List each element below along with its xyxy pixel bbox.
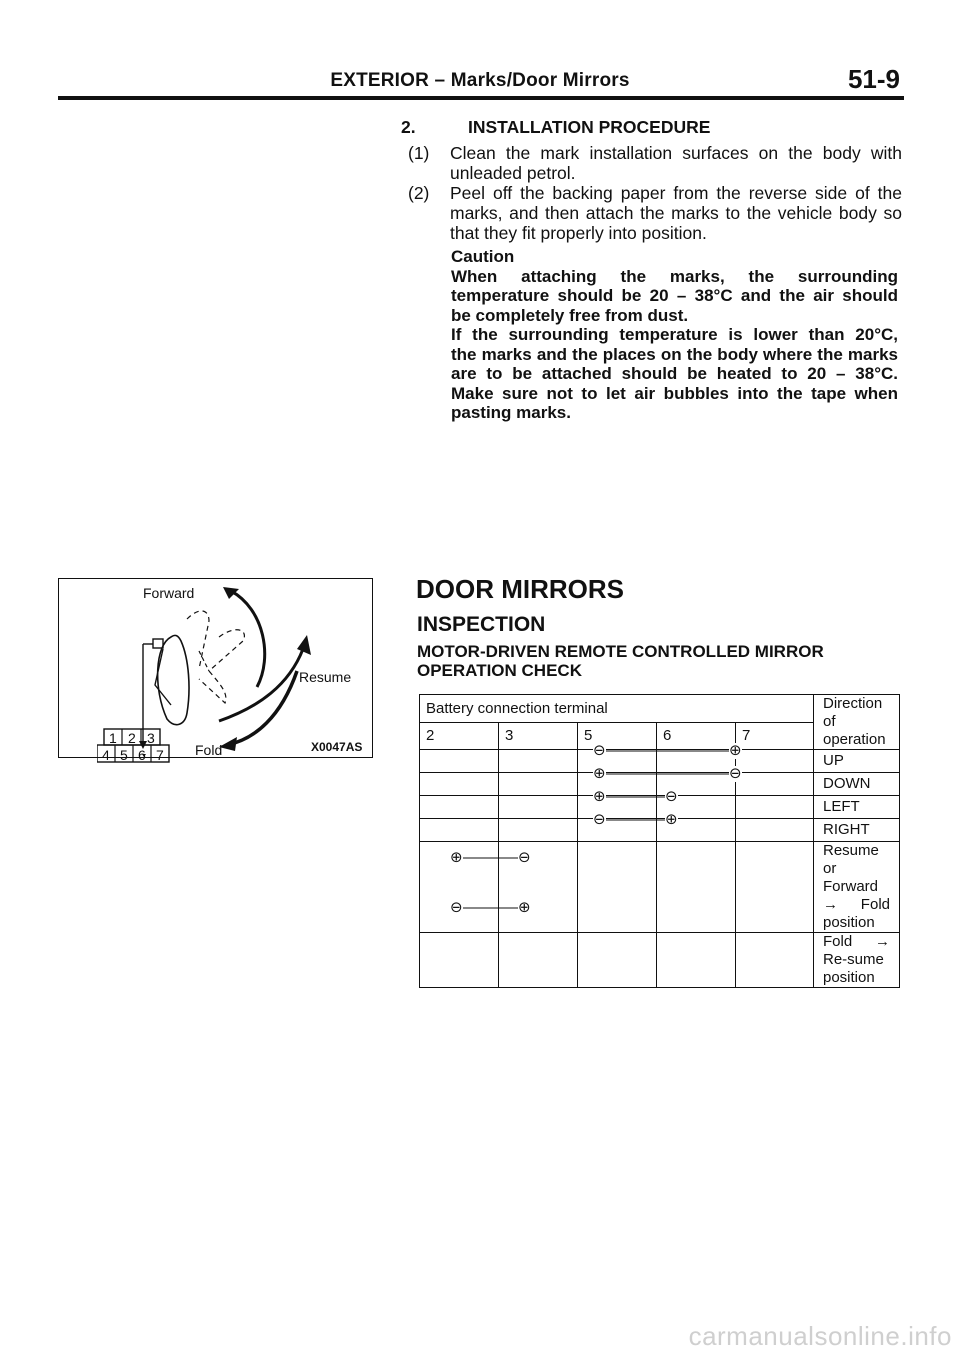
- terminal-number: 7: [736, 722, 814, 750]
- installation-heading-text: INSTALLATION PROCEDURE: [468, 117, 711, 137]
- check-title-line: OPERATION CHECK: [417, 661, 582, 680]
- minus-symbol: ⊖: [665, 788, 678, 805]
- label-forward: Forward: [143, 585, 195, 601]
- connector-pin: 6: [138, 747, 146, 763]
- plus-symbol: ⊕: [593, 788, 606, 805]
- page-header-title: EXTERIOR – Marks/Door Mirrors: [330, 70, 630, 91]
- connector-pin: 4: [102, 747, 110, 763]
- check-title-line: MOTOR-DRIVEN REMOTE CONTROLLED MIRROR: [417, 642, 824, 661]
- connection-lines: [419, 694, 900, 934]
- connector-pin: 5: [120, 747, 128, 763]
- header-rule: [58, 96, 904, 100]
- minus-symbol: ⊖: [450, 899, 463, 916]
- minus-symbol: ⊖: [729, 765, 742, 782]
- terminal-number: 5: [578, 722, 657, 750]
- minus-symbol: ⊖: [518, 849, 531, 866]
- step-number: (1): [408, 143, 430, 163]
- table-row: [420, 933, 900, 988]
- caution-line: temperature should be 20 – 38°C and the air should: [451, 286, 898, 305]
- connector-pin: 7: [156, 747, 164, 763]
- label-resume: Resume: [299, 669, 352, 685]
- installation-step-2: [408, 183, 902, 243]
- connector-pin: 1: [109, 730, 117, 746]
- caution-line: pasting marks.: [451, 403, 571, 422]
- caution-line: are to be attached should be heated to 20 – 38°C.: [451, 364, 898, 383]
- step-text: Clean the mark installation surfaces on the body with unleaded petrol.: [450, 143, 902, 183]
- plus-symbol: ⊕: [450, 849, 463, 866]
- plus-symbol: ⊕: [518, 899, 531, 916]
- direction-up: UP: [814, 750, 900, 773]
- direction-resume-to-fold: Resume or Forward → Fold position: [814, 842, 900, 933]
- caution-line: If the surrounding temperature is lower than 20°C,: [451, 325, 898, 344]
- caution-line: the marks and the places on the body where the marks: [451, 344, 898, 364]
- section-subtitle: INSPECTION: [417, 613, 546, 636]
- direction-right: RIGHT: [814, 819, 900, 842]
- caution-line: Make sure not to let air bubbles into the tape when: [451, 383, 898, 403]
- terminal-number: 3: [499, 722, 578, 750]
- watermark: carmanualsonline.info: [688, 1321, 952, 1351]
- caution-title: Caution: [451, 247, 515, 266]
- terminal-number: 6: [657, 722, 736, 750]
- header-direction: Direction of operation: [814, 695, 900, 750]
- minus-symbol: ⊖: [593, 742, 606, 759]
- direction-down: DOWN: [814, 773, 900, 796]
- caution-block: [451, 247, 898, 423]
- check-title: [417, 642, 877, 680]
- direction-fold-to-resume: Fold → Re-sume position: [814, 933, 900, 988]
- figure-code: X0047AS: [311, 740, 363, 754]
- direction-left: LEFT: [814, 796, 900, 819]
- installation-heading: [401, 117, 710, 137]
- step-number: (2): [408, 183, 430, 203]
- caution-line: be completely free from dust.: [451, 305, 689, 325]
- plus-symbol: ⊕: [665, 811, 678, 828]
- plus-symbol: ⊕: [729, 742, 742, 759]
- step-text: Peel off the backing paper from the reverse side of the marks, and then attach the marks to the vehicle body so that they fit properly into position.: [450, 183, 902, 243]
- minus-symbol: ⊖: [593, 811, 606, 828]
- terminal-number: 2: [420, 722, 499, 750]
- mirror-diagram: [58, 578, 373, 763]
- connector-pin: 3: [147, 730, 155, 746]
- label-fold: Fold: [195, 742, 223, 758]
- connector-pin: 2: [128, 730, 136, 746]
- page-number: 51-9: [847, 64, 900, 94]
- section-title: DOOR MIRRORS: [416, 574, 624, 604]
- header-terminal: Battery connection terminal: [420, 695, 814, 723]
- plus-symbol: ⊕: [593, 765, 606, 782]
- installation-heading-number: 2.: [401, 117, 416, 137]
- caution-line: When attaching the marks, the surrounding: [451, 266, 898, 286]
- installation-step-1: [408, 143, 902, 183]
